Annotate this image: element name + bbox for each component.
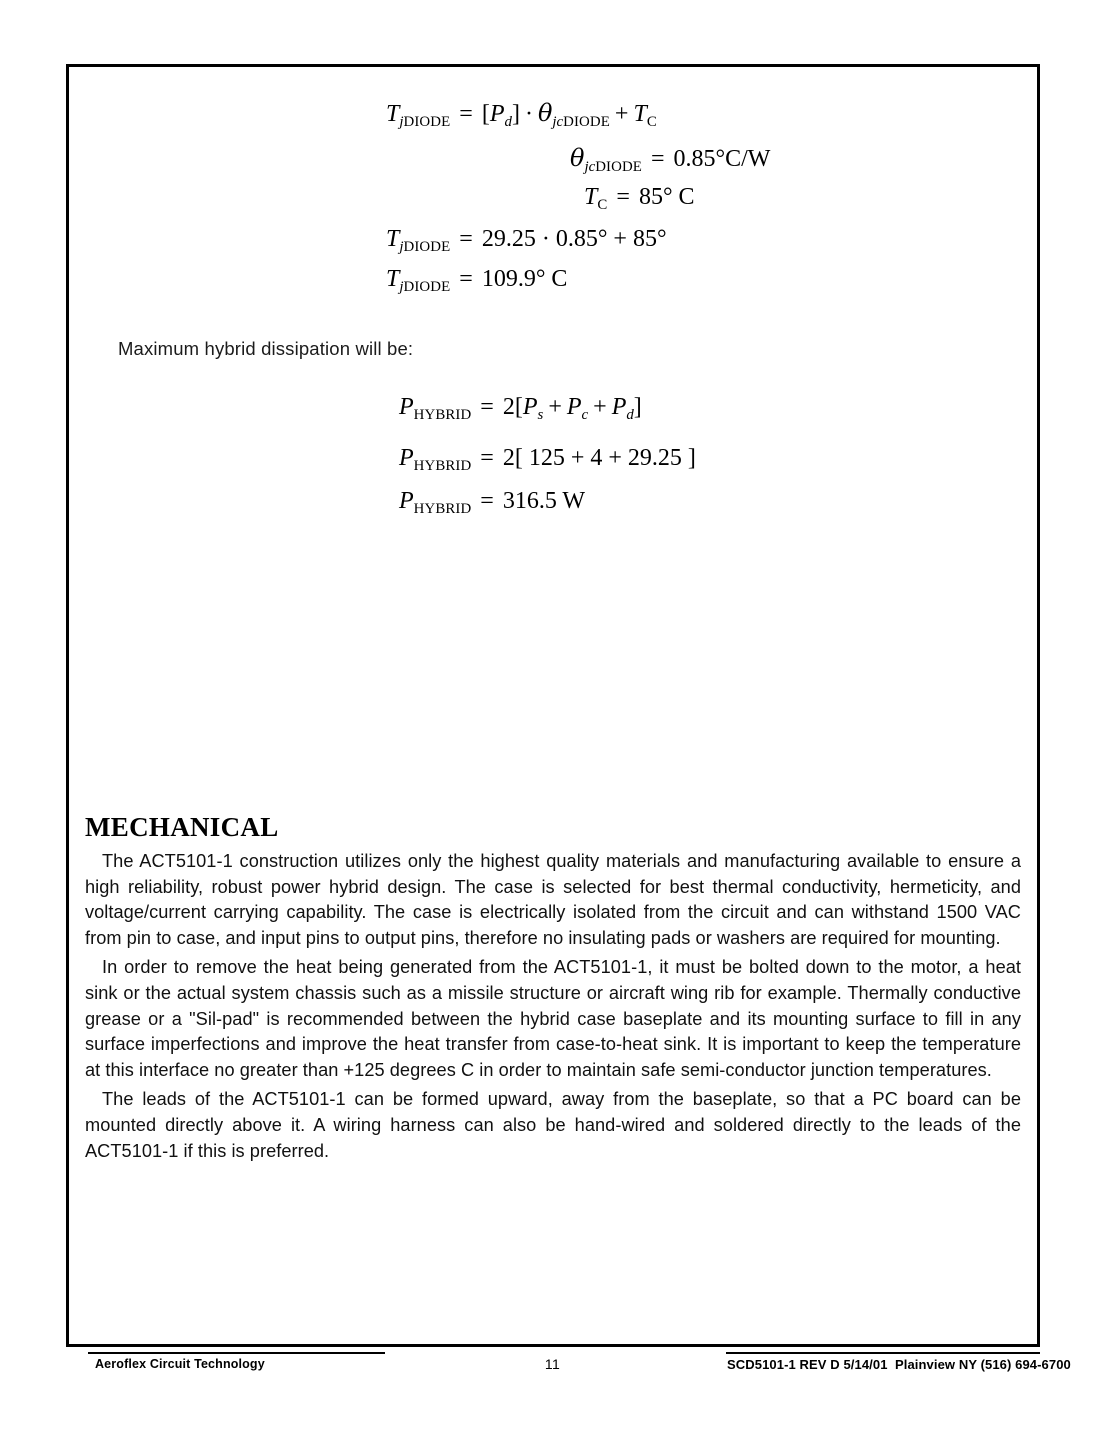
symbol-Ps: P (522, 394, 538, 420)
symbol-T: T (386, 266, 400, 292)
subscript-C: C (597, 196, 608, 213)
equals-sign: = (459, 226, 473, 252)
symbol-TC: T (633, 101, 647, 127)
symbol-P: P (399, 488, 414, 514)
subscript-hybrid: HYBRID (413, 406, 472, 423)
subscript-jc: jc (552, 113, 564, 130)
equals-sign: = (616, 184, 630, 210)
equation-tj-diode-numeric (386, 226, 667, 256)
bracket-open: [ (514, 394, 523, 420)
plus-sign-1: + (548, 394, 562, 420)
value-p-hybrid-result: 316.5 W (502, 488, 586, 514)
value-theta-jc: 0.85°C/W (673, 146, 771, 172)
plus-sign-2: + (593, 394, 607, 420)
equation-p-hybrid-numeric (399, 445, 696, 475)
plus-sign: + (614, 101, 629, 127)
equals-sign: = (650, 146, 665, 172)
bracket-close: ] (511, 101, 520, 127)
coefficient-2: 2 (502, 394, 515, 420)
value-tj-result: 109.9° C (481, 266, 568, 292)
symbol-Pd: P (611, 394, 627, 420)
multiply-dot: · (524, 101, 533, 127)
bracket-close: ] (633, 394, 642, 420)
subscript-jc: jc (584, 158, 596, 175)
paragraph-construction: The ACT5101-1 construction utilizes only the highest quality materials and manufacturing available to ensure a high reliability, robust power hybrid design. The case is selected for best thermal conductivity, hermeticity, and voltage/current carrying capability. The case is electrically isolated from the circuit and can withstand 1500 VAC from pin to case, and input pins to output pins, therefore no insulating pads or washers are required for mounting. (85, 851, 1021, 948)
paragraph-heat-removal: In order to remove the heat being generated from the ACT5101-1, it must be bolted down to the motor, a heat sink or the actual system chassis such as a missile structure or aircraft wing rib for example. Thermally conductive grease or a "Sil-pad" is recommended between the hybrid case baseplate and its mounting surface to fill in any surface imperfections and improve the heat transfer from case-to-heat sink. It is important to keep the temperature at this interface no greater than +125 degrees C in order to maintain safe semi-conductor junction temperatures. (85, 957, 1021, 1080)
value-p-hybrid-numeric: 2[ 125 + 4 + 29.25 ] (502, 445, 696, 471)
symbol-P: P (399, 445, 414, 471)
symbol-T: T (386, 226, 400, 252)
equation-tc-value (584, 184, 695, 214)
subscript-j: j (399, 278, 404, 295)
subscript-hybrid: HYBRID (413, 500, 472, 517)
equation-p-hybrid-formula (399, 394, 642, 424)
subscript-diode-2: DIODE (563, 113, 610, 130)
paragraph-leads: The leads of the ACT5101-1 can be formed upward, away from the baseplate, so that a PC board can be mounted directly above it. A wiring harness can also be hand-wired and soldered directly to the leads of the ACT5101-1 if this is preferred. (85, 1089, 1021, 1161)
symbol-P: P (489, 101, 505, 127)
equation-tj-diode-result (386, 266, 567, 296)
subscript-C: C (646, 113, 657, 130)
subscript-d: d (504, 113, 512, 130)
subscript-j: j (399, 113, 404, 130)
page-footer (0, 1352, 1105, 1402)
symbol-T: T (584, 184, 598, 210)
bracket-open: [ (481, 101, 490, 127)
footer-document-id: SCD5101-1 REV D 5/14/01 Plainview NY (516) 694-6700 (727, 1357, 1071, 1372)
equals-sign: = (480, 488, 494, 514)
subscript-c: c (581, 406, 589, 423)
equals-sign: = (480, 445, 494, 471)
footer-company-name: Aeroflex Circuit Technology (95, 1357, 265, 1371)
subscript-diode: DIODE (595, 158, 642, 175)
subscript-s: s (537, 406, 544, 423)
equals-sign: = (459, 266, 473, 292)
equation-p-hybrid-result (399, 488, 585, 518)
symbol-theta: θ (537, 99, 553, 127)
subscript-diode: DIODE (403, 278, 451, 295)
value-tc: 85° C (638, 184, 695, 210)
subscript-diode: DIODE (403, 238, 451, 255)
footer-page-number: 11 (544, 1356, 561, 1372)
equals-sign: = (480, 394, 494, 420)
subscript-j: j (399, 238, 404, 255)
mechanical-section (85, 812, 1021, 1168)
equation-theta-jc-value (570, 145, 770, 176)
subscript-hybrid: HYBRID (413, 457, 472, 474)
symbol-Pc: P (566, 394, 582, 420)
equation-tj-diode-formula (386, 100, 657, 131)
subscript-diode: DIODE (403, 113, 451, 130)
symbol-T: T (386, 101, 400, 127)
subscript-d: d (626, 406, 634, 423)
max-hybrid-dissipation-text: Maximum hybrid dissipation will be: (118, 338, 414, 359)
equals-sign: = (459, 101, 473, 127)
value-tj-numeric: 29.25 · 0.85° + 85° (481, 226, 667, 252)
symbol-P: P (399, 394, 414, 420)
footer-left-divider (88, 1352, 385, 1354)
symbol-theta: θ (570, 144, 585, 172)
footer-right-divider (726, 1352, 1040, 1354)
section-heading-mechanical: MECHANICAL (85, 812, 279, 842)
